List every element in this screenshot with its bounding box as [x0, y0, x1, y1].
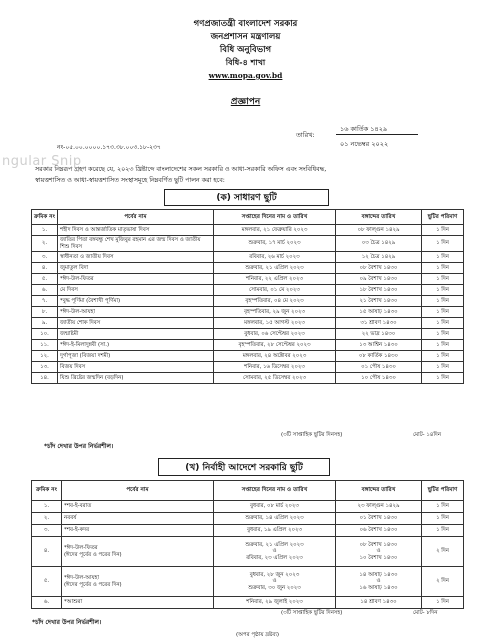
cell-bangla-date: ২২ ভাদ্র ১৪৩০ [336, 329, 422, 340]
government-name: গণপ্রজাতন্ত্রী বাংলাদেশ সরকার [193, 19, 298, 29]
cell-serial: ৬. [32, 285, 58, 296]
cell-serial: ৩. [32, 525, 62, 537]
cell-day-date: মঙ্গলবার, ১৫ আগস্ট ২০২৩ [214, 318, 336, 329]
cell-duration: ১ দিন [422, 252, 464, 263]
cell-bangla-date: ৩১ শ্রাবণ ১৪৩০ [336, 318, 422, 329]
cell-serial: ৩. [32, 252, 58, 263]
col-duration: ছুটির পরিমাণ [422, 210, 464, 225]
table-row [32, 525, 464, 537]
general-holiday-title: (ক) সাধারণ ছুটি [164, 189, 329, 206]
table-row [32, 296, 464, 307]
cell-serial: ৮. [32, 307, 58, 318]
table-row [32, 274, 464, 285]
cell-duration: ১ দিন [422, 307, 464, 318]
cell-duration: ১ দিন [422, 236, 464, 252]
saturday-note: (৩টি সাপ্তাহিক ছুটির দিনসহ) [281, 432, 343, 438]
cell-event: *ঈদ-উল-আযহা (ঈদের পূর্বের ও পরের দিন) [62, 567, 214, 597]
cell-day-date: শনিবার, ২৯ জুলাই ২০২৩ [214, 597, 336, 609]
date-divider [336, 134, 418, 135]
moon-sighting-note: *চাঁদ দেখার উপর নির্ভরশীল। [32, 619, 102, 626]
executive-holiday-title: (খ) নির্বাহী আদেশে সরকারি ছুটি [158, 458, 330, 476]
col-serial: ক্রমিক নং [32, 481, 62, 501]
cell-bangla-date: ০৩ চৈত্র ১৪২৯ [336, 236, 422, 252]
section-name: বিধি-৪ শাখা [225, 58, 266, 67]
cell-duration: ২ দিন [422, 537, 464, 567]
cell-event: দুর্গাপূজা (বিজয়া দশমী) [58, 351, 214, 362]
cell-event: *শব-ই-কদর [62, 525, 214, 537]
intro-line-2: স্বায়ত্তশাসিত ও আধা-স্বায়ত্তশাসিত সংস্থাসমূহে নিম্নবর্ণিত ছুটি পালন করা হবে: [35, 177, 225, 184]
cell-day-date: সোমবার, ২৫ ডিসেম্বর ২০২৩ [214, 373, 336, 384]
cell-event: জাতির পিতা বঙ্গবন্ধু শেখ মুজিবুর রহমান এর জন্ম দিবস ও জাতীয় শিশু দিবস [58, 236, 214, 252]
cell-duration: ১ দিন [422, 597, 464, 609]
cell-serial: ২. [32, 236, 58, 252]
cell-day-date: শুক্রবার, ১৭ মার্চ ২০২৩ [214, 236, 336, 252]
cell-bangla-date: ১০ পৌষ ১৪৩০ [336, 373, 422, 384]
table-row [32, 501, 464, 513]
executive-holiday-table [31, 480, 464, 609]
cell-duration: ১ দিন [422, 373, 464, 384]
cell-day-date: মঙ্গলবার, ২৪ অক্টোবর ২০২৩ [214, 351, 336, 362]
notice-title: প্রজ্ঞাপন [230, 97, 261, 107]
cell-day-date: বৃহস্পতিবার, ২৮ সেপ্টেম্বর ২০২৩ [214, 340, 336, 351]
cell-duration: ১ দিন [422, 318, 464, 329]
cell-event: *আশুরা [62, 597, 214, 609]
cell-serial: ১৩. [32, 362, 58, 373]
cell-duration: ১ দিন [422, 340, 464, 351]
cell-serial: ১১. [32, 340, 58, 351]
cell-duration: ২ দিন [422, 567, 464, 597]
table-header-row [32, 210, 464, 225]
col-bangla-date: বঙ্গাব্দের তারিখ [336, 481, 422, 501]
table-row [32, 307, 464, 318]
cell-event: বিজয় দিবস [58, 362, 214, 373]
memo-number: নং-০৫.০০.০০০০.১৭৩.৩৮.০০৩.১৮-২৩৭ [57, 144, 161, 151]
cell-duration: ১ দিন [422, 513, 464, 525]
cell-bangla-date: ১২ চৈত্র ১৪২৯ [336, 252, 422, 263]
table-row [32, 263, 464, 274]
table-row [32, 318, 464, 329]
cell-bangla-date: ২৩ ফাল্গুন ১৪২৯ [336, 501, 422, 513]
cell-event: জন্মাষ্টমী [58, 329, 214, 340]
col-day-date: সপ্তাহের দিনের নাম ও তারিখ [214, 210, 336, 225]
cell-bangla-date: ০১ পৌষ ১৪৩০ [336, 362, 422, 373]
cell-serial: ১৪. [32, 373, 58, 384]
cell-serial: ১২. [32, 351, 58, 362]
cell-duration: ১ দিন [422, 225, 464, 236]
cell-event: *শব-ই-বরাত [62, 501, 214, 513]
col-serial: ক্রমিক নং [32, 210, 58, 225]
table-row [32, 236, 464, 252]
cell-serial: ১০. [32, 329, 58, 340]
cell-day-date: বুধবার, ০৮ মার্চ ২০২৩ [214, 501, 336, 513]
cell-event: *বুদ্ধ পূর্ণিমা (বৈশাখী পূর্ণিমা) [58, 296, 214, 307]
cell-serial: ৪. [32, 263, 58, 274]
cell-bangla-date: ০১ বৈশাখ ১৪৩০ [336, 513, 422, 525]
general-holiday-table [31, 209, 464, 384]
col-bangla-date: বঙ্গাব্দের তারিখ [336, 210, 422, 225]
cell-day-date: বৃহস্পতিবার, ২৯ জুন ২০২৩ [214, 307, 336, 318]
total-days: মোট- ১৪দিন [413, 432, 441, 438]
saturday-note: (৩টি সাপ্তাহিক ছুটির দিনসহ) [281, 610, 343, 616]
cell-event: শহীদ দিবস ও আন্তর্জাতিক মাতৃভাষা দিবস [58, 225, 214, 236]
cell-serial: ৪. [32, 537, 62, 567]
col-day-date: সপ্তাহের দিনের নাম ও তারিখ [214, 481, 336, 501]
cell-duration: ১ দিন [422, 274, 464, 285]
continued-note: (অপর পৃষ্ঠায় দ্রষ্টব্য) [236, 632, 280, 638]
cell-bangla-date: ০৯ বৈশাখ ১৪৩০ [336, 274, 422, 285]
cell-day-date: রবিবার, ২৬ মার্চ ২০২৩ [214, 252, 336, 263]
cell-day-date: বুধবার, ১৯ এপ্রিল ২০২৩ [214, 525, 336, 537]
cell-serial: ৫. [32, 274, 58, 285]
table-row [32, 285, 464, 296]
date-label: তারিখ: [296, 131, 315, 139]
cell-bangla-date: ১৪ শ্রাবণ ১৪৩০ [336, 597, 422, 609]
division-name: বিধি অনুবিভাগ [219, 45, 272, 55]
cell-event: *ঈদ-উল-আযহা [58, 307, 214, 318]
cell-duration: ১ দিন [422, 263, 464, 274]
cell-day-date: শুক্রবার, ২১ এপ্রিল ২০২৩ ও রবিবার, ২৩ এপ্রিল ২০২৩ [214, 537, 336, 567]
cell-bangla-date: ১৪ আষাঢ় ১৪৩০ ও ১৬ আষাঢ় ১৪৩০ [336, 567, 422, 597]
cell-bangla-date: ০৮ কার্তিক ১৪৩০ [336, 351, 422, 362]
cell-bangla-date: ০৬ বৈশাখ ১৪৩০ [336, 525, 422, 537]
cell-duration: ১ দিন [422, 296, 464, 307]
cell-duration: ১ দিন [422, 362, 464, 373]
table-row [32, 513, 464, 525]
cell-day-date: সোমবার, ০১ মে ২০২৩ [214, 285, 336, 296]
cell-day-date: বৃহস্পতিবার, ০৪ মে ২০২৩ [214, 296, 336, 307]
cell-event: জুমাতুল বিদা [58, 263, 214, 274]
cell-day-date: বুধবার, ০৬ সেপ্টেম্বর ২০২৩ [214, 329, 336, 340]
cell-duration: ১ দিন [422, 525, 464, 537]
table-row [32, 373, 464, 384]
total-days: মোট- ৮দিন [413, 610, 438, 616]
table-row [32, 567, 464, 597]
date-bangla: ১৬ কার্তিক ১৪২৯ [340, 125, 388, 133]
cell-serial: ৬. [32, 597, 62, 609]
moon-sighting-note: *চাঁদ দেখার উপর নির্ভরশীল। [44, 443, 114, 450]
website-link[interactable]: www.mopa.gov.bd [208, 71, 283, 80]
cell-duration: ১ দিন [422, 285, 464, 296]
cell-serial: ১. [32, 501, 62, 513]
cell-serial: ৫. [32, 567, 62, 597]
cell-duration: ১ দিন [422, 351, 464, 362]
cell-event: জাতীয় শোক দিবস [58, 318, 214, 329]
cell-day-date: বুধবার, ২৮ জুন ২০২৩ ও শুক্রবার, ৩০ জুন ২০২৩ [214, 567, 336, 597]
cell-bangla-date: ১৫ আষাঢ় ১৪৩০ [336, 307, 422, 318]
intro-line-1: সরকার নিম্নরূপ গ্রহণ করেছে যে, ২০২৩ খ্রিষ্টাব্দে বাংলাদেশের সকল সরকারি ও আধা-সরকারি অফিস এবং সংবিধিবদ্ধ, [35, 166, 327, 173]
cell-bangla-date: ১৩ আশ্বিন ১৪৩০ [336, 340, 422, 351]
cell-duration: ১ দিন [422, 329, 464, 340]
cell-day-date: শনিবার, ১৬ ডিসেম্বর ২০২৩ [214, 362, 336, 373]
col-event: পর্বের নাম [62, 481, 214, 501]
cell-event: *ঈদ-উল-ফিতর (ঈদের পূর্বের ও পরের দিন) [62, 537, 214, 567]
cell-event: নববর্ষ [62, 513, 214, 525]
table-row [32, 340, 464, 351]
cell-event: মে দিবস [58, 285, 214, 296]
cell-duration: ১ দিন [422, 501, 464, 513]
cell-serial: ২. [32, 513, 62, 525]
cell-bangla-date: ০৮ বৈশাখ ১৪৩০ ও ১০ বৈশাখ ১৪৩০ [336, 537, 422, 567]
cell-event: *ঈদ-ই-মিলাদুন্নবী (সা.) [58, 340, 214, 351]
table-row [32, 225, 464, 236]
cell-day-date: মঙ্গলবার, ২১ ফেব্রুয়ারি ২০২৩ [214, 225, 336, 236]
cell-event: *ঈদ-উল-ফিতর [58, 274, 214, 285]
table-row [32, 351, 464, 362]
col-duration: ছুটির পরিমাণ [422, 481, 464, 501]
ministry-name: জনপ্রশাসন মন্ত্রণালয় [210, 32, 281, 42]
cell-serial: ১. [32, 225, 58, 236]
watermark-text: ngular Snip [2, 154, 82, 169]
cell-bangla-date: ০৮ ফাল্গুন ১৪২৯ [336, 225, 422, 236]
cell-event: যিশু খ্রিষ্টের জন্মদিন (বড়দিন) [58, 373, 214, 384]
cell-day-date: শুক্রবার, ১৪ এপ্রিল ২০২৩ [214, 513, 336, 525]
cell-day-date: শুক্রবার, ২১ এপ্রিল ২০২৩ [214, 263, 336, 274]
table-row [32, 362, 464, 373]
cell-day-date: শনিবার, ২২ এপ্রিল ২০২৩ [214, 274, 336, 285]
table-row [32, 252, 464, 263]
cell-bangla-date: ১৮ বৈশাখ ১৪৩০ [336, 285, 422, 296]
cell-bangla-date: ০৮ বৈশাখ ১৪৩০ [336, 263, 422, 274]
table-row [32, 329, 464, 340]
cell-event: স্বাধীনতা ও জাতীয় দিবস [58, 252, 214, 263]
cell-serial: ৯. [32, 318, 58, 329]
date-english: ০১ নভেম্বর ২০২২ [340, 140, 389, 148]
table-row [32, 537, 464, 567]
cell-bangla-date: ২১ বৈশাখ ১৪৩০ [336, 296, 422, 307]
col-event: পর্বের নাম [58, 210, 214, 225]
table-header-row [32, 481, 464, 501]
cell-serial: ৭. [32, 296, 58, 307]
table-row [32, 597, 464, 609]
